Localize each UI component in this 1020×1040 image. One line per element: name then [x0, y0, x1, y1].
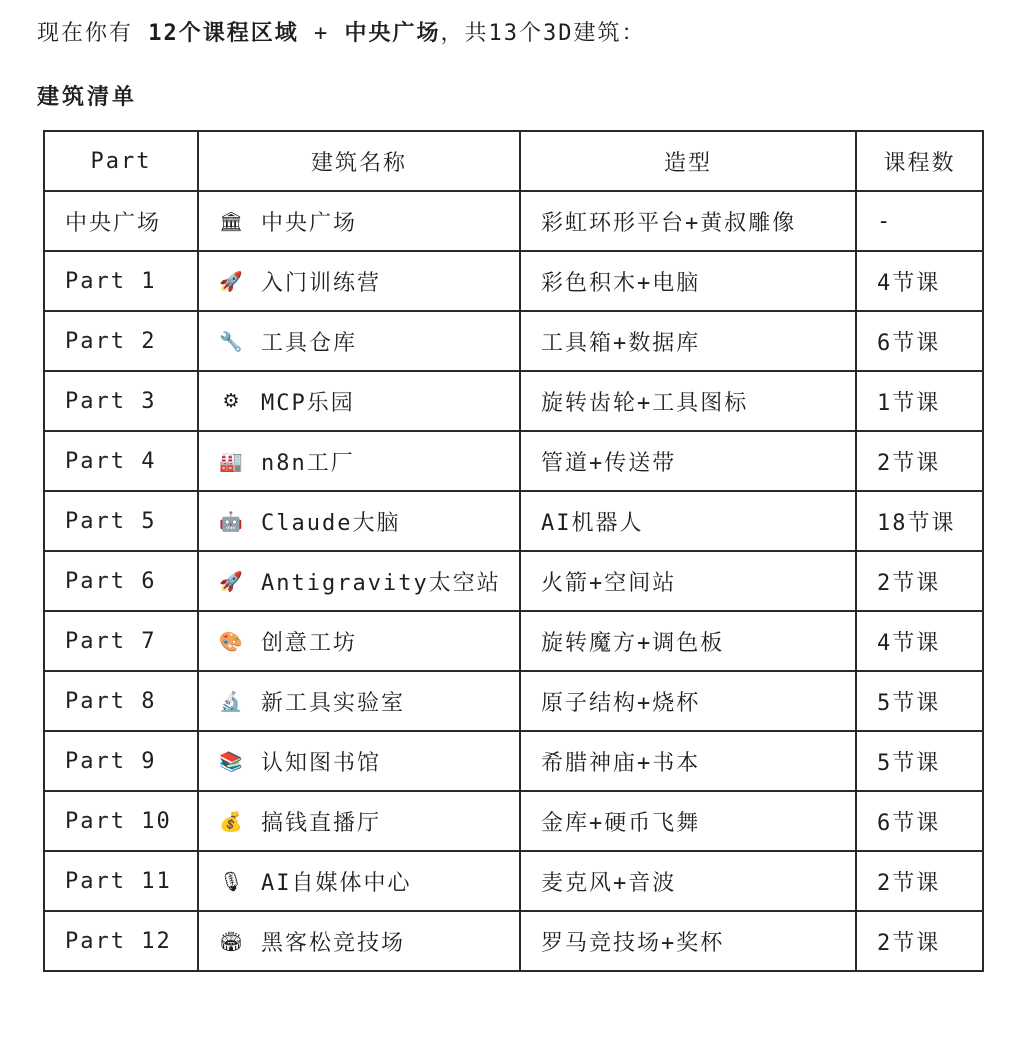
wrench-icon: 🔧 — [219, 330, 245, 353]
building-name-text: Claude大脑 — [261, 510, 401, 536]
cell-lesson-count: 2节课 — [856, 431, 983, 491]
building-list-table — [43, 130, 984, 972]
cell-shape: 彩虹环形平台+黄叔雕像 — [520, 191, 856, 251]
cell-lesson-count: 6节课 — [856, 791, 983, 851]
cell-building-name — [198, 791, 520, 851]
cell-building-name — [198, 371, 520, 431]
intro-bold-course-areas: 12个课程区域 — [148, 21, 299, 46]
cell-lesson-count: 18节课 — [856, 491, 983, 551]
table-row — [44, 491, 983, 551]
cell-building-name — [198, 311, 520, 371]
table-body — [44, 191, 983, 971]
cell-part: Part 6 — [44, 551, 198, 611]
table-row — [44, 251, 983, 311]
gear-icon: ⚙ — [222, 390, 242, 412]
header-part: Part — [44, 131, 198, 191]
cell-lesson-count: 1节课 — [856, 371, 983, 431]
cell-shape: 管道+传送带 — [520, 431, 856, 491]
cell-part: Part 8 — [44, 671, 198, 731]
cell-part: Part 10 — [44, 791, 198, 851]
building-name-text: AI自媒体中心 — [261, 870, 412, 896]
cell-lesson-count: 2节课 — [856, 551, 983, 611]
cell-shape: 金库+硬币飞舞 — [520, 791, 856, 851]
cell-shape: 希腊神庙+书本 — [520, 731, 856, 791]
table-row — [44, 371, 983, 431]
section-title: 建筑清单 — [37, 85, 138, 110]
cell-building-name — [198, 251, 520, 311]
building-name-text: 搞钱直播厅 — [261, 810, 382, 836]
palette-icon: 🎨 — [219, 630, 245, 653]
rocket-icon: 🚀 — [219, 570, 245, 593]
cell-lesson-count: 2节课 — [856, 851, 983, 911]
building-name-text: 工具仓库 — [261, 330, 358, 356]
cell-part: Part 4 — [44, 431, 198, 491]
classical-building-icon: 🏛 — [219, 210, 246, 233]
building-name-text: 黑客松竞技场 — [261, 930, 406, 956]
cell-lesson-count: 6节课 — [856, 311, 983, 371]
intro-suffix: ，共13个3D建筑： — [440, 21, 646, 46]
cell-lesson-count: 4节课 — [856, 611, 983, 671]
intro-prefix: 现在你有 — [37, 21, 149, 46]
cell-building-name — [198, 911, 520, 971]
building-name-text: 创意工坊 — [261, 630, 358, 656]
building-name-text: 入门训练营 — [261, 270, 382, 296]
cell-shape: 旋转齿轮+工具图标 — [520, 371, 856, 431]
table-row — [44, 731, 983, 791]
building-name-text: 中央广场 — [261, 210, 358, 236]
table-row — [44, 911, 983, 971]
cell-lesson-count: 4节课 — [856, 251, 983, 311]
cell-building-name — [198, 191, 520, 251]
building-name-text: 新工具实验室 — [261, 690, 406, 716]
intro-plus: + — [298, 21, 345, 46]
cell-shape: 旋转魔方+调色板 — [520, 611, 856, 671]
cell-part: 中央广场 — [44, 191, 198, 251]
cell-building-name — [198, 431, 520, 491]
building-name-text: Antigravity太空站 — [261, 570, 501, 596]
microphone-icon: 🎙 — [219, 870, 246, 893]
building-name-text: 认知图书馆 — [261, 750, 382, 776]
cell-building-name — [198, 491, 520, 551]
cell-shape: 工具箱+数据库 — [520, 311, 856, 371]
header-shape: 造型 — [520, 131, 856, 191]
table-row — [44, 791, 983, 851]
books-icon: 📚 — [219, 750, 245, 773]
cell-part: Part 1 — [44, 251, 198, 311]
table-header-row — [44, 131, 983, 191]
stadium-icon: 🏟 — [219, 930, 246, 953]
cell-shape: AI机器人 — [520, 491, 856, 551]
cell-part: Part 9 — [44, 731, 198, 791]
cell-shape: 罗马竞技场+奖杯 — [520, 911, 856, 971]
rocket-icon: 🚀 — [219, 270, 245, 293]
robot-icon: 🤖 — [219, 510, 245, 533]
cell-part: Part 11 — [44, 851, 198, 911]
cell-lesson-count: 2节课 — [856, 911, 983, 971]
cell-building-name — [198, 611, 520, 671]
cell-part: Part 7 — [44, 611, 198, 671]
cell-part: Part 2 — [44, 311, 198, 371]
cell-building-name — [198, 731, 520, 791]
table-row — [44, 671, 983, 731]
intro-text — [37, 16, 646, 52]
building-name-text: MCP乐园 — [261, 390, 355, 416]
cell-part: Part 3 — [44, 371, 198, 431]
header-building-name: 建筑名称 — [198, 131, 520, 191]
cell-lesson-count: - — [856, 191, 983, 251]
microscope-icon: 🔬 — [219, 690, 245, 713]
cell-shape: 彩色积木+电脑 — [520, 251, 856, 311]
factory-icon: 🏭 — [219, 450, 245, 473]
table-row — [44, 551, 983, 611]
cell-shape: 原子结构+烧杯 — [520, 671, 856, 731]
table-row — [44, 311, 983, 371]
money-bag-icon: 💰 — [219, 810, 245, 833]
cell-building-name — [198, 851, 520, 911]
cell-shape: 火箭+空间站 — [520, 551, 856, 611]
cell-lesson-count: 5节课 — [856, 731, 983, 791]
cell-part: Part 5 — [44, 491, 198, 551]
cell-building-name — [198, 551, 520, 611]
cell-building-name — [198, 671, 520, 731]
header-lesson-count: 课程数 — [856, 131, 983, 191]
cell-lesson-count: 5节课 — [856, 671, 983, 731]
cell-shape: 麦克风+音波 — [520, 851, 856, 911]
table-row — [44, 851, 983, 911]
table-row — [44, 191, 983, 251]
building-name-text: n8n工厂 — [261, 450, 355, 476]
table-row — [44, 431, 983, 491]
cell-part: Part 12 — [44, 911, 198, 971]
intro-bold-central-plaza: 中央广场 — [344, 21, 441, 46]
table-row — [44, 611, 983, 671]
